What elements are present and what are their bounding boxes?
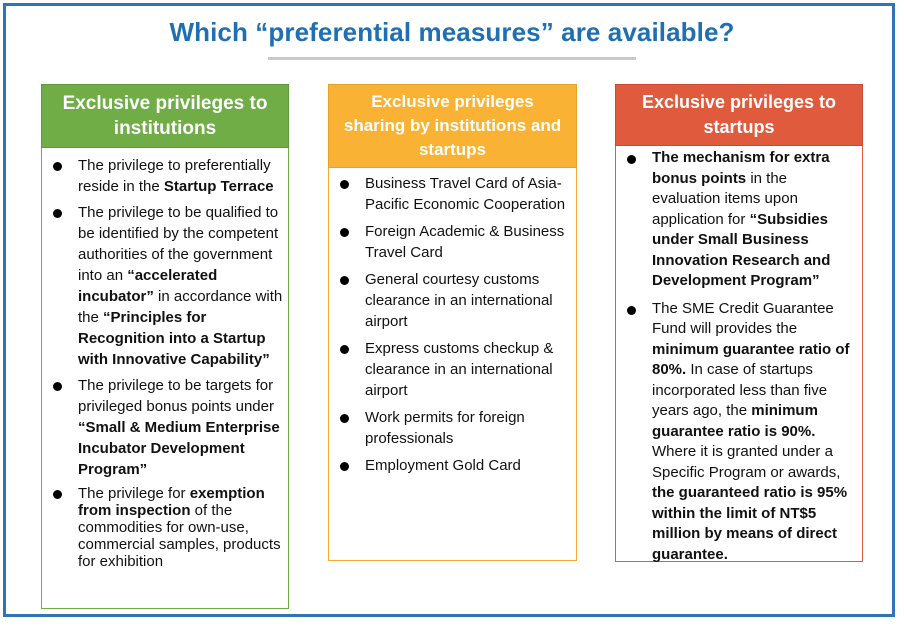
bullet-icon [340, 228, 349, 237]
bullet-item [329, 269, 576, 332]
column-body [41, 148, 289, 609]
bold-text: “Principles for Recognition into a Startup with Innovative Capability” [78, 309, 270, 368]
bullet-item [42, 155, 288, 197]
item-text: In case of startups incorporated less than five years ago, the [652, 361, 828, 419]
bullet-icon [627, 155, 636, 164]
bold-text: exemption from inspection [78, 485, 265, 519]
item-text: The privilege to be qualified to be identified by the competent authorities of the government into an [78, 204, 279, 284]
bullet-icon [340, 180, 349, 189]
slide-title: Which “preferential measures” are available? [169, 17, 735, 47]
column-heading: Exclusive privileges to institutions [41, 84, 289, 148]
bold-text: “Small & Medium Enterprise Incubator Development Program” [78, 419, 280, 478]
title-underline [268, 57, 636, 60]
column-body [615, 146, 863, 562]
item-text: Employment Gold Card [365, 457, 521, 474]
bullet-list [616, 148, 862, 565]
item-text: Express customs checkup & clearance in an international airport [365, 340, 554, 399]
bullet-item [329, 221, 576, 263]
column-body [328, 168, 577, 561]
bold-text: minimum guarantee ratio is 90%. [652, 402, 818, 440]
bullet-icon [340, 276, 349, 285]
item-text: in the evaluation items upon application for [652, 169, 798, 228]
bullet-item [616, 148, 862, 292]
bullet-icon [53, 162, 62, 171]
item-text: General courtesy customs clearance in an international airport [365, 271, 553, 330]
item-text: The privilege for [78, 485, 190, 502]
bullet-icon [53, 490, 62, 499]
bullet-icon [53, 382, 62, 391]
item-text: The privilege to preferentially reside in the [78, 157, 271, 195]
bold-text: minimum guarantee ratio of 80%. [652, 340, 850, 378]
item-text: Business Travel Card of Asia-Pacific Economic Cooperation [365, 175, 566, 213]
bullet-item [42, 202, 288, 370]
item-text: Foreign Academic & Business Travel Card [365, 223, 565, 261]
column-heading: Exclusive privileges to startups [615, 84, 863, 146]
bullet-item [329, 455, 576, 476]
item-text: Where it is granted under a Specific Program or awards, [652, 443, 841, 481]
bullet-icon [340, 414, 349, 423]
bullet-item [42, 485, 288, 570]
bullet-icon [340, 462, 349, 471]
bullet-item [329, 407, 576, 449]
bullet-icon [340, 345, 349, 354]
item-text: of the commodities for own-use, commercial samples, products for exhibition [78, 502, 281, 570]
bullet-list [42, 155, 288, 570]
bullet-list [329, 173, 576, 476]
column-institutions [41, 84, 289, 609]
bold-text: The mechanism for extra bonus points [652, 149, 830, 187]
bullet-item [42, 375, 288, 480]
bold-text: “accelerated incubator” [78, 267, 218, 305]
bold-text: the guaranteed ratio is 95% within the limit of NT$5 million by means of direct guarantee. [652, 484, 848, 563]
bullet-item [616, 299, 862, 566]
bullet-item [329, 173, 576, 215]
item-text: The privilege to be targets for privileged bonus points under [78, 377, 274, 415]
item-text: The SME Credit Guarantee Fund will provides the [652, 299, 834, 337]
column-heading: Exclusive privileges sharing by institutions and startups [328, 84, 577, 168]
item-text: Work permits for foreign professionals [365, 409, 525, 447]
bold-text: “Subsidies under Small Business Innovation Research and Development Program” [652, 210, 831, 289]
column-startups [615, 84, 863, 562]
bullet-item [329, 338, 576, 401]
bold-text: Startup Terrace [163, 178, 274, 195]
bullet-icon [627, 306, 636, 315]
bullet-icon [53, 209, 62, 218]
column-shared [328, 84, 577, 561]
item-text: in accordance with the [78, 288, 283, 326]
